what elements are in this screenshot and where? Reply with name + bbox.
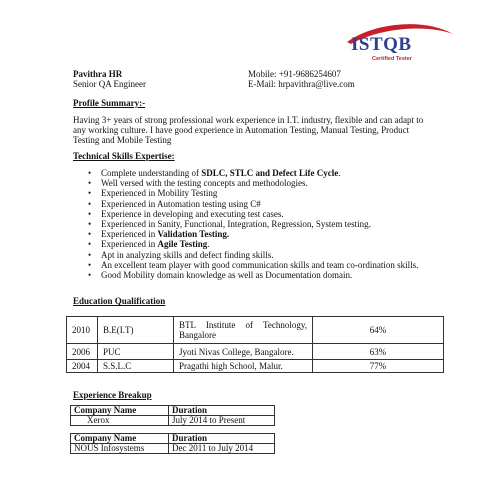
list-item: • Good Mobility domain knowledge as well as Documentation domain. <box>73 270 428 280</box>
list-item: • Experienced in Sanity, Functional, Integration, Regression, System testing. <box>73 219 428 229</box>
list-item: • Complete understanding of SDLC, STLC and Defect Life Cycle. <box>73 168 428 178</box>
list-item: • Experienced in Mobility Testing <box>73 188 428 198</box>
candidate-name: Pavithra HR <box>73 69 123 79</box>
email-address: E-Mail: hrpavithra@live.com <box>248 79 355 89</box>
experience-heading: Experience Breakup <box>73 390 152 400</box>
experience-table-1 <box>70 405 275 426</box>
table-row: 2010 B.E(I.T) BTL Institute of Technology, Bangalore 64% <box>67 317 444 344</box>
list-item: • Experience in developing and executing test cases. <box>73 209 428 219</box>
istqb-logo-subtitle: Certified Tester <box>372 56 412 62</box>
skills-list <box>73 168 428 280</box>
table-row: Company Name Duration <box>71 406 275 416</box>
table-row: NOUS Infosystems Dec 2011 to July 2014 <box>71 444 275 454</box>
mobile-number: Mobile: +91-9686254607 <box>248 69 341 79</box>
profile-summary-text: Having 3+ years of strong professional work experience in I.T. industry, flexible and can adapt to any working culture. I have good experience in Automation Testing, Manual Testing, Product Testing and Mobile Testing <box>73 115 424 146</box>
education-heading: Education Qualification <box>73 296 166 306</box>
table-row: 2006 PUC Jyoti Nivas College, Bangalore. 63% <box>67 344 444 360</box>
istqb-logo: ISTQB <box>351 34 412 55</box>
profile-summary-heading: Profile Summary:- <box>73 98 146 108</box>
list-item: • Well versed with the testing concepts and methodologies. <box>73 178 428 188</box>
list-item: • Apt in analyzing skills and defect finding skills. <box>73 250 428 260</box>
list-item: • An excellent team player with good communication skills and team co-ordination skills. <box>73 260 428 270</box>
education-table <box>66 316 444 373</box>
experience-table-2 <box>70 433 275 454</box>
technical-skills-heading: Technical Skills Expertise: <box>73 151 175 161</box>
list-item: • Experienced in Agile Testing. <box>73 239 428 249</box>
list-item: • Experienced in Automation testing using C# <box>73 199 428 209</box>
table-row: Company Name Duration <box>71 434 275 444</box>
list-item: • Experienced in Validation Testing. <box>73 229 428 239</box>
candidate-title: Senior QA Engineer <box>73 79 146 89</box>
table-row: Xerox July 2014 to Present <box>71 416 275 426</box>
table-row: 2004 S.S.L.C Pragathi high School, Malur. 77% <box>67 360 444 373</box>
